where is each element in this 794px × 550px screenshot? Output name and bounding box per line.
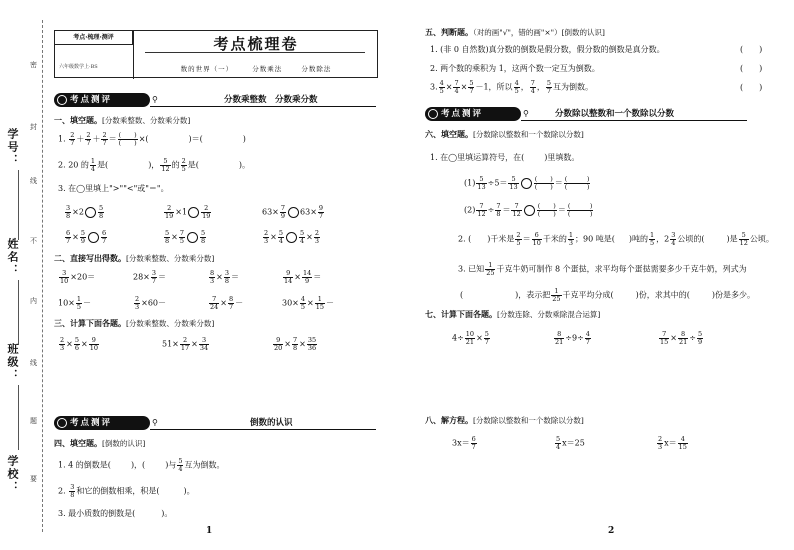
question-6-3b: ( )，表示把 $\frac{1}{25}$ 千克平均分成( )份，求其中的( )份是多少。 [460, 287, 756, 303]
page-number: 2 [608, 526, 615, 536]
section-title-7: 七、计算下面各题。[分数连除、分数乘除混合运算] [425, 310, 601, 319]
direct-item: $\frac{9}{14}$ × $\frac{14}{9}$ ＝ [284, 269, 322, 285]
section-title-3: 三、计算下面各题。[分数乘整数、分数乘分数] [54, 319, 215, 328]
question-6-2: 2. ( )千米是 $\frac{2}{5}$ ＝ $\frac{6}{10}$ 千米的 $\frac{1}{3}$ ；90 吨是( )吨的 $\frac{1}{5}$ ，2 $\frac{3}{4}$ 公顷的( )是 $\frac{5}{12}$ 公顷。 [458, 231, 774, 247]
cut-char: 线 [30, 359, 37, 367]
banner-pill: 考点测评 [54, 416, 150, 430]
calc-item: $\frac{8}{21}$ ÷9÷ $\frac{4}{7}$ [555, 330, 590, 346]
question-3: 3. 在◯里填上">""<"或"＝"。 [58, 184, 169, 193]
banner-topic: 倒数的认识 [250, 418, 293, 428]
compare-item: $\frac{3}{8}$ ×2 $\frac{5}{8}$ [66, 204, 104, 220]
compare-item: $\frac{5}{8}$ × $\frac{7}{5}$ $\frac{5}{8}$ [165, 229, 206, 245]
question-1: 1. $\frac{2}{7}$ ＋ $\frac{2}{7}$ ＋ $\frac{2}{7}$ ＝ $\frac{( )}{( )}$ ×( )＝( ) [58, 131, 246, 147]
direct-item: $\frac{2}{3}$ ×60－ [135, 295, 167, 311]
section-banner [54, 93, 376, 107]
banner-pill: 考点测评 [54, 93, 150, 107]
search-icon: ⚲ [523, 109, 529, 118]
judge-3: 3. $\frac{4}{5}$ × $\frac{7}{4}$ × $\frac{5}{7}$ －1，所以 $\frac{4}{5}$ ， $\frac{7}{4}$ ， $\frac{5}{7}$ 互为倒数。 [430, 79, 593, 95]
name-line [18, 280, 19, 345]
compare-item: $\frac{2}{3}$ × $\frac{5}{4}$ $\frac{5}{4}$ × $\frac{2}{3}$ [264, 229, 319, 245]
section-title-2: 二、直接写出得数。[分数乘整数、分数乘分数] [54, 254, 215, 263]
question-4-1: 1. 4 的倒数是( )，( )与 $\frac{5}{4}$ 互为倒数。 [58, 457, 225, 473]
cut-char: 线 [30, 177, 37, 185]
section-banner [54, 416, 376, 430]
cut-char: 要 [30, 475, 37, 483]
cut-char: 不 [30, 237, 37, 245]
calc-item: 4÷ $\frac{10}{21}$ × $\frac{5}{7}$ [452, 330, 489, 346]
magnifier-icon [428, 109, 438, 119]
direct-item: $\frac{7}{24}$ × $\frac{8}{7}$ － [210, 295, 244, 311]
banner-topic: 分数乘整数 分数乘分数 [224, 95, 318, 105]
search-icon: ⚲ [152, 418, 158, 427]
header-box [54, 30, 378, 78]
page-number: 1 [206, 526, 213, 536]
section-title-4: 四、填空题。[倒数的认识] [54, 439, 146, 448]
question-6-1: 1. 在◯里填运算符号，在( )里填数。 [430, 153, 580, 162]
judge-1: 1. (非 0 自然数)真分数的倒数是假分数，假分数的倒数是真分数。 [430, 45, 665, 54]
page-title: 考点梳理卷 [213, 35, 299, 53]
header-subtitle: 六年级数学上·BS [59, 64, 98, 70]
direct-item: 10× $\frac{1}{5}$ － [58, 295, 92, 311]
answer-paren[interactable]: ( ) [740, 83, 763, 92]
answer-paren[interactable]: ( ) [740, 64, 763, 73]
question-2: 2. 20 的 $\frac{1}{4}$ 是( )， $\frac{5}{12}$ 的 $\frac{2}{5}$ 是( )。 [58, 157, 250, 173]
school-label: 学校： [6, 455, 19, 494]
section-title-5: 五、判断题。（对的画"√"，错的画"×"）[倒数的认识] [425, 28, 605, 37]
judge-2: 2. 两个数的乘积为 1，这两个数一定互为倒数。 [430, 64, 600, 73]
header-badge: 考点·梳理·测评 [55, 31, 133, 45]
question-4-2: 2. $\frac{3}{8}$ 和它的倒数相乘，积是( )。 [58, 483, 195, 499]
compare-item: $\frac{6}{7}$ × $\frac{5}{9}$ $\frac{6}{7}$ [66, 229, 107, 245]
equation-item: 3x＝ $\frac{6}{7}$ [452, 435, 476, 451]
cut-char: 题 [30, 417, 37, 425]
topic: 分数除法 [301, 65, 332, 73]
name-label: 姓名： [6, 238, 19, 277]
banner-rule [150, 106, 376, 107]
student-number-line [18, 170, 19, 240]
section-banner [425, 107, 747, 121]
direct-item: $\frac{8}{3}$ × $\frac{3}{8}$ ＝ [210, 269, 239, 285]
compare-item: 63× $\frac{7}{9}$ 63× $\frac{9}{7}$ [262, 204, 324, 220]
banner-topic: 分数除以整数和一个数除以分数 [555, 109, 675, 119]
question-4-3: 3. 最小质数的倒数是( )。 [58, 509, 173, 518]
header-divider [145, 52, 365, 53]
banner-pill: 考点测评 [425, 107, 521, 121]
cut-char: 内 [30, 297, 37, 305]
compare-item: $\frac{2}{19}$ ×1 $\frac{2}{19}$ [165, 204, 211, 220]
section-title-8: 八、解方程。[分数除以整数和一个数除以分数] [425, 416, 584, 425]
binding-dashed-line [42, 20, 43, 532]
direct-item: 28× $\frac{3}{7}$ ＝ [133, 269, 167, 285]
calc-item: $\frac{2}{3}$ × $\frac{5}{6}$ × $\frac{9}{10}$ [60, 336, 98, 352]
question-6-3a: 3. 已知 $\frac{1}{25}$ 千克牛奶可制作 8 个蛋挞，求平均每个蛋挞需要多少千克牛奶，列式为 [458, 261, 747, 277]
banner-rule [521, 120, 747, 121]
equation-item: $\frac{5}{4}$ x＝25 [556, 435, 585, 451]
student-number-label: 学号： [6, 128, 19, 167]
question-6-1a: (1) $\frac{5}{13}$ ÷5＝ $\frac{5}{13}$ $\frac{( )}{( )}$ ＝ $\frac{( )}{( )}$ [464, 175, 590, 191]
calc-item: $\frac{7}{15}$ × $\frac{8}{21}$ ÷ $\frac{5}{9}$ [660, 330, 703, 346]
cut-char: 密 [30, 61, 37, 69]
cut-char: 封 [30, 123, 37, 131]
equation-item: $\frac{2}{3}$ x＝ $\frac{4}{15}$ [658, 435, 687, 451]
banner-rule [150, 429, 376, 430]
search-icon: ⚲ [152, 95, 158, 104]
question-6-1b: (2) $\frac{7}{12}$ ÷ $\frac{7}{8}$ ＝ $\frac{7}{12}$ $\frac{( )}{( )}$ ＝ $\frac{( )}{( )}$ [464, 202, 593, 218]
magnifier-icon [57, 95, 67, 105]
direct-item: $\frac{3}{10}$ ×20＝ [60, 269, 96, 285]
answer-paren[interactable]: ( ) [740, 45, 763, 54]
direct-item: 30× $\frac{4}{5}$ × $\frac{1}{15}$ － [282, 295, 335, 311]
calc-item: $\frac{9}{20}$ × $\frac{7}{8}$ × $\frac{35}{36}$ [274, 336, 317, 352]
magnifier-icon [57, 418, 67, 428]
header-topics [133, 64, 379, 73]
section-title-1: 一、填空题。[分数乘整数、分数乘分数] [54, 116, 191, 125]
section-title-6: 六、填空题。[分数除以整数和一个数除以分数] [425, 130, 584, 139]
topic: 分数乘法 [252, 65, 283, 73]
topic: 数的世界（一） [180, 65, 234, 73]
class-label: 班级： [6, 343, 19, 382]
calc-item: 51× $\frac{2}{17}$ × $\frac{3}{34}$ [162, 336, 209, 352]
class-line [18, 385, 19, 450]
